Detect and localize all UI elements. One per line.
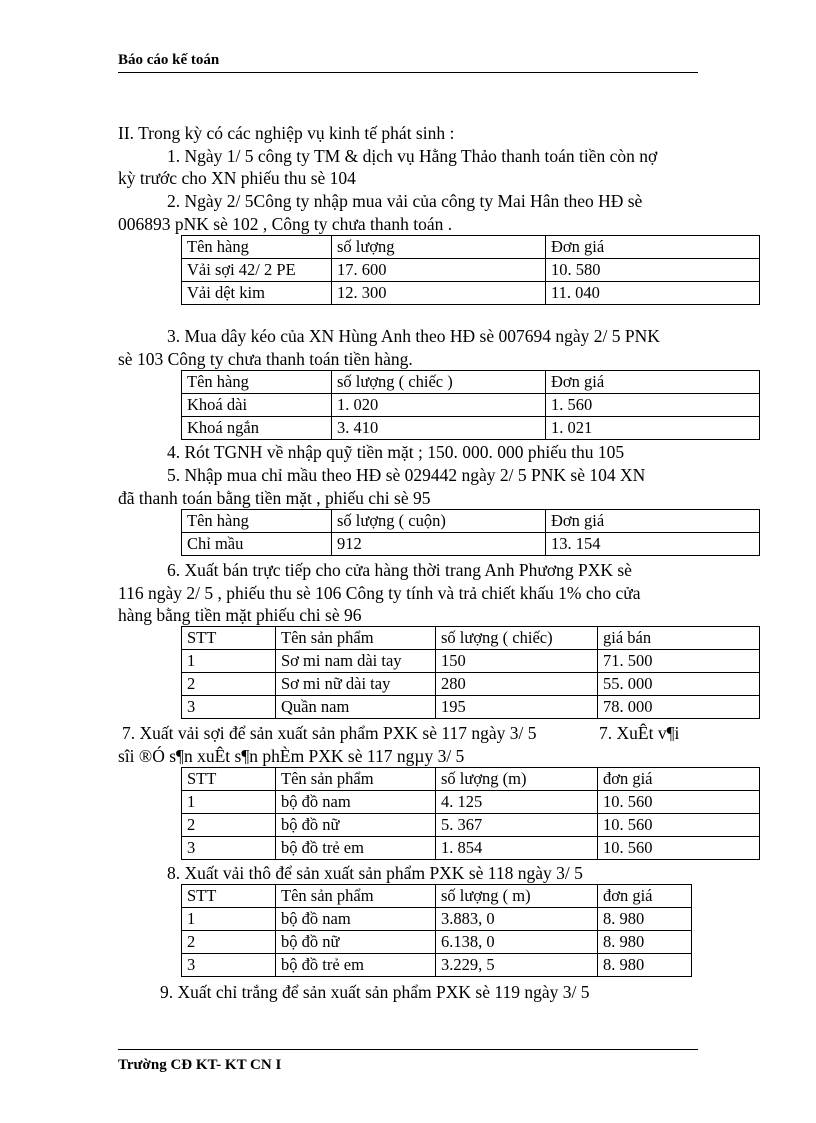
- item-3-line-1: 3. Mua dây kéo của XN Hùng Anh theo HĐ sè 007694 ngày 2/ 5 PNK: [167, 326, 660, 346]
- table-row: [182, 814, 760, 837]
- item-7-line-1-tail: 7. XuÊt v¶i: [599, 723, 680, 743]
- table-row: [182, 673, 760, 696]
- item-3-line-2: sè 103 Công ty chưa thanh toán tiền hàng.: [118, 349, 413, 369]
- table-cell: bộ đồ nam: [276, 791, 436, 814]
- page-header: Báo cáo kế toán: [118, 52, 220, 68]
- table-header-row: [182, 236, 760, 259]
- table-cell: 13. 154: [546, 533, 760, 556]
- table-row: [182, 931, 692, 954]
- table-row: [182, 650, 760, 673]
- table-cell: 1. 020: [332, 394, 546, 417]
- table-row: [182, 696, 760, 719]
- item-5-line-2: đã thanh toán bằng tiền mặt , phiếu chi sè 95: [118, 488, 431, 508]
- item-6-line-2: 116 ngày 2/ 5 , phiếu thu sè 106 Công ty tính và trả chiết khấu 1% cho cửa: [118, 583, 641, 603]
- table-cell: 150: [436, 650, 598, 673]
- table-cell: 10. 560: [598, 814, 760, 837]
- table-cell: 1: [182, 650, 276, 673]
- table-cell: 71. 500: [598, 650, 760, 673]
- table-cell: bộ đồ nam: [276, 908, 436, 931]
- table-cell: 2: [182, 673, 276, 696]
- item-1-line-1: 1. Ngày 1/ 5 công ty TM & dịch vụ Hằng Thảo thanh toán tiền còn nợ: [167, 146, 658, 166]
- table-cell: Khoá ngắn: [182, 417, 332, 440]
- table-header-cell: Tên sản phẩm: [276, 768, 436, 791]
- table-header-cell: Tên sản phẩm: [276, 885, 436, 908]
- table-header-cell: Đơn giá: [546, 510, 760, 533]
- table-header-cell: số lượng ( chiếc ): [332, 371, 546, 394]
- table-cell: 4. 125: [436, 791, 598, 814]
- table-cell: 12. 300: [332, 282, 546, 305]
- table-row: [182, 837, 760, 860]
- table-header-row: [182, 768, 760, 791]
- table-cell: Quần nam: [276, 696, 436, 719]
- table-header-cell: Tên hàng: [182, 236, 332, 259]
- table-row: [182, 533, 760, 556]
- table-header-cell: STT: [182, 885, 276, 908]
- table-item-2: [181, 235, 760, 305]
- table-row: [182, 417, 760, 440]
- table-cell: Sơ mi nữ dài tay: [276, 673, 436, 696]
- table-cell: Sơ mi nam dài tay: [276, 650, 436, 673]
- table-cell: 2: [182, 931, 276, 954]
- table-item-6: [181, 626, 760, 719]
- table-cell: Vải sợi 42/ 2 PE: [182, 259, 332, 282]
- table-header-cell: Đơn giá: [546, 371, 760, 394]
- table-cell: bộ đồ trẻ em: [276, 837, 436, 860]
- table-item-7: [181, 767, 760, 860]
- footer-rule: [118, 1049, 698, 1050]
- table-cell: 280: [436, 673, 598, 696]
- table-cell: 912: [332, 533, 546, 556]
- table-cell: 1: [182, 791, 276, 814]
- table-cell: 10. 560: [598, 837, 760, 860]
- table-header-cell: đơn giá: [598, 768, 760, 791]
- table-cell: 3.883, 0: [436, 908, 598, 931]
- table-cell: bộ đồ trẻ em: [276, 954, 436, 977]
- item-2-line-2: 006893 pNK sè 102 , Công ty chưa thanh toán .: [118, 214, 453, 234]
- table-header-cell: Tên hàng: [182, 510, 332, 533]
- table-cell: 3. 410: [332, 417, 546, 440]
- table-header-cell: STT: [182, 768, 276, 791]
- table-cell: 1. 560: [546, 394, 760, 417]
- table-row: [182, 282, 760, 305]
- table-row: [182, 259, 760, 282]
- table-cell: 10. 560: [598, 791, 760, 814]
- table-cell: 3: [182, 837, 276, 860]
- table-header-row: [182, 510, 760, 533]
- table-cell: Chỉ mầu: [182, 533, 332, 556]
- table-row: [182, 908, 692, 931]
- table-cell: 6.138, 0: [436, 931, 598, 954]
- table-cell: 3.229, 5: [436, 954, 598, 977]
- table-cell: 195: [436, 696, 598, 719]
- table-header-cell: Tên hàng: [182, 371, 332, 394]
- table-row: [182, 791, 760, 814]
- table-header-cell: số lượng ( chiếc): [436, 627, 598, 650]
- table-row: [182, 954, 692, 977]
- table-item-5: [181, 509, 760, 556]
- table-item-3: [181, 370, 760, 440]
- table-item-8: [181, 884, 692, 977]
- item-4: 4. Rót TGNH về nhập quỹ tiền mặt ; 150. 000. 000 phiếu thu 105: [167, 442, 625, 462]
- item-5-line-1: 5. Nhập mua chỉ mầu theo HĐ sè 029442 ngày 2/ 5 PNK sè 104 XN: [167, 465, 646, 485]
- table-cell: 1. 021: [546, 417, 760, 440]
- table-header-cell: đơn giá: [598, 885, 692, 908]
- table-cell: 55. 000: [598, 673, 760, 696]
- table-cell: 10. 580: [546, 259, 760, 282]
- table-header-cell: số lượng ( m): [436, 885, 598, 908]
- table-cell: 1: [182, 908, 276, 931]
- table-header-cell: số lượng (m): [436, 768, 598, 791]
- table-header-cell: giá bán: [598, 627, 760, 650]
- table-cell: 3: [182, 696, 276, 719]
- item-6-line-1: 6. Xuất bán trực tiếp cho cửa hàng thời trang Anh Phương PXK sè: [167, 560, 632, 580]
- table-cell: 8. 980: [598, 931, 692, 954]
- table-cell: 17. 600: [332, 259, 546, 282]
- item-7-line-2: sîi ®Ó s¶n xuÊt s¶n phÈm PXK sè 117 ngµy 3/ 5: [118, 746, 465, 766]
- table-cell: 3: [182, 954, 276, 977]
- table-cell: bộ đồ nữ: [276, 931, 436, 954]
- table-cell: 2: [182, 814, 276, 837]
- item-8: 8. Xuất vải thô để sản xuất sản phẩm PXK sè 118 ngày 3/ 5: [167, 863, 583, 883]
- table-cell: 8. 980: [598, 954, 692, 977]
- table-header-cell: số lượng: [332, 236, 546, 259]
- table-cell: 1. 854: [436, 837, 598, 860]
- table-cell: 8. 980: [598, 908, 692, 931]
- item-2-line-1: 2. Ngày 2/ 5Công ty nhập mua vải của công ty Mai Hân theo HĐ sè: [167, 191, 643, 211]
- table-header-row: [182, 627, 760, 650]
- table-cell: 5. 367: [436, 814, 598, 837]
- table-cell: Vải dệt kim: [182, 282, 332, 305]
- table-header-row: [182, 371, 760, 394]
- table-cell: Khoá dài: [182, 394, 332, 417]
- table-row: [182, 394, 760, 417]
- item-9: 9. Xuất chỉ trắng để sản xuất sản phẩm PXK sè 119 ngày 3/ 5: [160, 982, 590, 1002]
- table-header-cell: STT: [182, 627, 276, 650]
- table-cell: 11. 040: [546, 282, 760, 305]
- header-rule: [118, 72, 698, 73]
- table-cell: 78. 000: [598, 696, 760, 719]
- section-intro: II. Trong kỳ có các nghiệp vụ kinh tế phát sinh :: [118, 123, 455, 143]
- table-header-row: [182, 885, 692, 908]
- item-1-line-2: kỳ trước cho XN phiếu thu sè 104: [118, 168, 356, 188]
- table-cell: bộ đồ nữ: [276, 814, 436, 837]
- item-7-line-1: 7. Xuất vải sợi để sản xuất sản phẩm PXK sè 117 ngày 3/ 5: [122, 723, 537, 743]
- page-footer: Trường CĐ KT- KT CN I: [118, 1057, 282, 1073]
- table-header-cell: Đơn giá: [546, 236, 760, 259]
- item-6-line-3: hàng bằng tiền mặt phiếu chi sè 96: [118, 605, 362, 625]
- table-header-cell: Tên sản phẩm: [276, 627, 436, 650]
- table-header-cell: số lượng ( cuộn): [332, 510, 546, 533]
